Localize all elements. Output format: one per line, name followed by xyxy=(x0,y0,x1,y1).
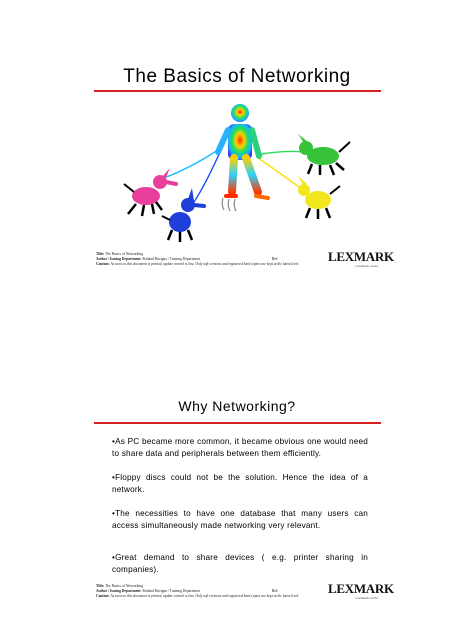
footer-author-label: Author / Issuing Department: xyxy=(96,589,142,593)
bullet-item: •As PC became more common, it became obvious one would need to share data and peripherals between them efficiently. xyxy=(112,437,368,458)
footer-author-value: Rotland Ruvigna / Training Department xyxy=(142,589,200,593)
footer-ref-label: Ref: xyxy=(272,257,279,261)
footer-author-value: Rotland Ruvigna / Training Department xyxy=(142,257,200,261)
footer-caution-label: Caution: xyxy=(96,594,110,598)
bullet-item: •The necessities to have one database that many users can access simultaneously made networking very relevant. xyxy=(112,509,368,530)
footer-ref-label: Ref: xyxy=(272,589,279,593)
bullet-item: •Great demand to share devices ( e.g. printer sharing in companies). xyxy=(112,553,368,574)
slide-1-title: The Basics of Networking xyxy=(123,66,351,87)
lexmark-logo-tagline: a lexmark world xyxy=(355,264,378,268)
lexmark-logo xyxy=(328,249,394,269)
footer-title-value: The Basics of Networking xyxy=(105,584,143,588)
man-walking-dogs-illustration xyxy=(118,100,358,245)
bullet-list xyxy=(112,436,368,588)
man-figure xyxy=(218,104,268,211)
footer-title-value: The Basics of Networking xyxy=(105,252,143,256)
footer-caution-text: As soon as this document is printed, update control is lost. Only soft versions and registered hard copies are kept at the latest level. xyxy=(110,594,300,598)
lexmark-logo xyxy=(328,581,394,601)
bullet-item: •Floppy discs could not be the solution. Hence the idea of a network. xyxy=(112,473,368,494)
pink-dog xyxy=(124,168,176,216)
footer-author-label: Author / Issuing Department: xyxy=(96,257,142,261)
lexmark-logo-tagline: a lexmark world xyxy=(355,596,378,600)
slide-2-title-rule xyxy=(94,422,381,424)
slide-1-footer xyxy=(96,249,394,278)
slide-1-title-rule xyxy=(94,90,381,92)
footer-caution-label: Caution: xyxy=(96,262,110,266)
slide-2 xyxy=(0,316,474,632)
green-dog xyxy=(298,134,350,175)
footer-title-label: Title: xyxy=(96,584,105,588)
slide-1 xyxy=(0,0,474,296)
footer-caution-text: As soon as this document is printed, update control is lost. Only soft versions and registered hard copies are kept at the latest level. xyxy=(110,262,300,266)
yellow-dog xyxy=(298,176,340,219)
slide-2-footer xyxy=(96,581,394,610)
lexmark-logo-word: LEXMARK xyxy=(328,581,394,596)
lexmark-logo-word: LEXMARK xyxy=(328,249,394,264)
slide-2-title: Why Networking? xyxy=(178,398,296,414)
footer-title-label: Title: xyxy=(96,252,105,256)
